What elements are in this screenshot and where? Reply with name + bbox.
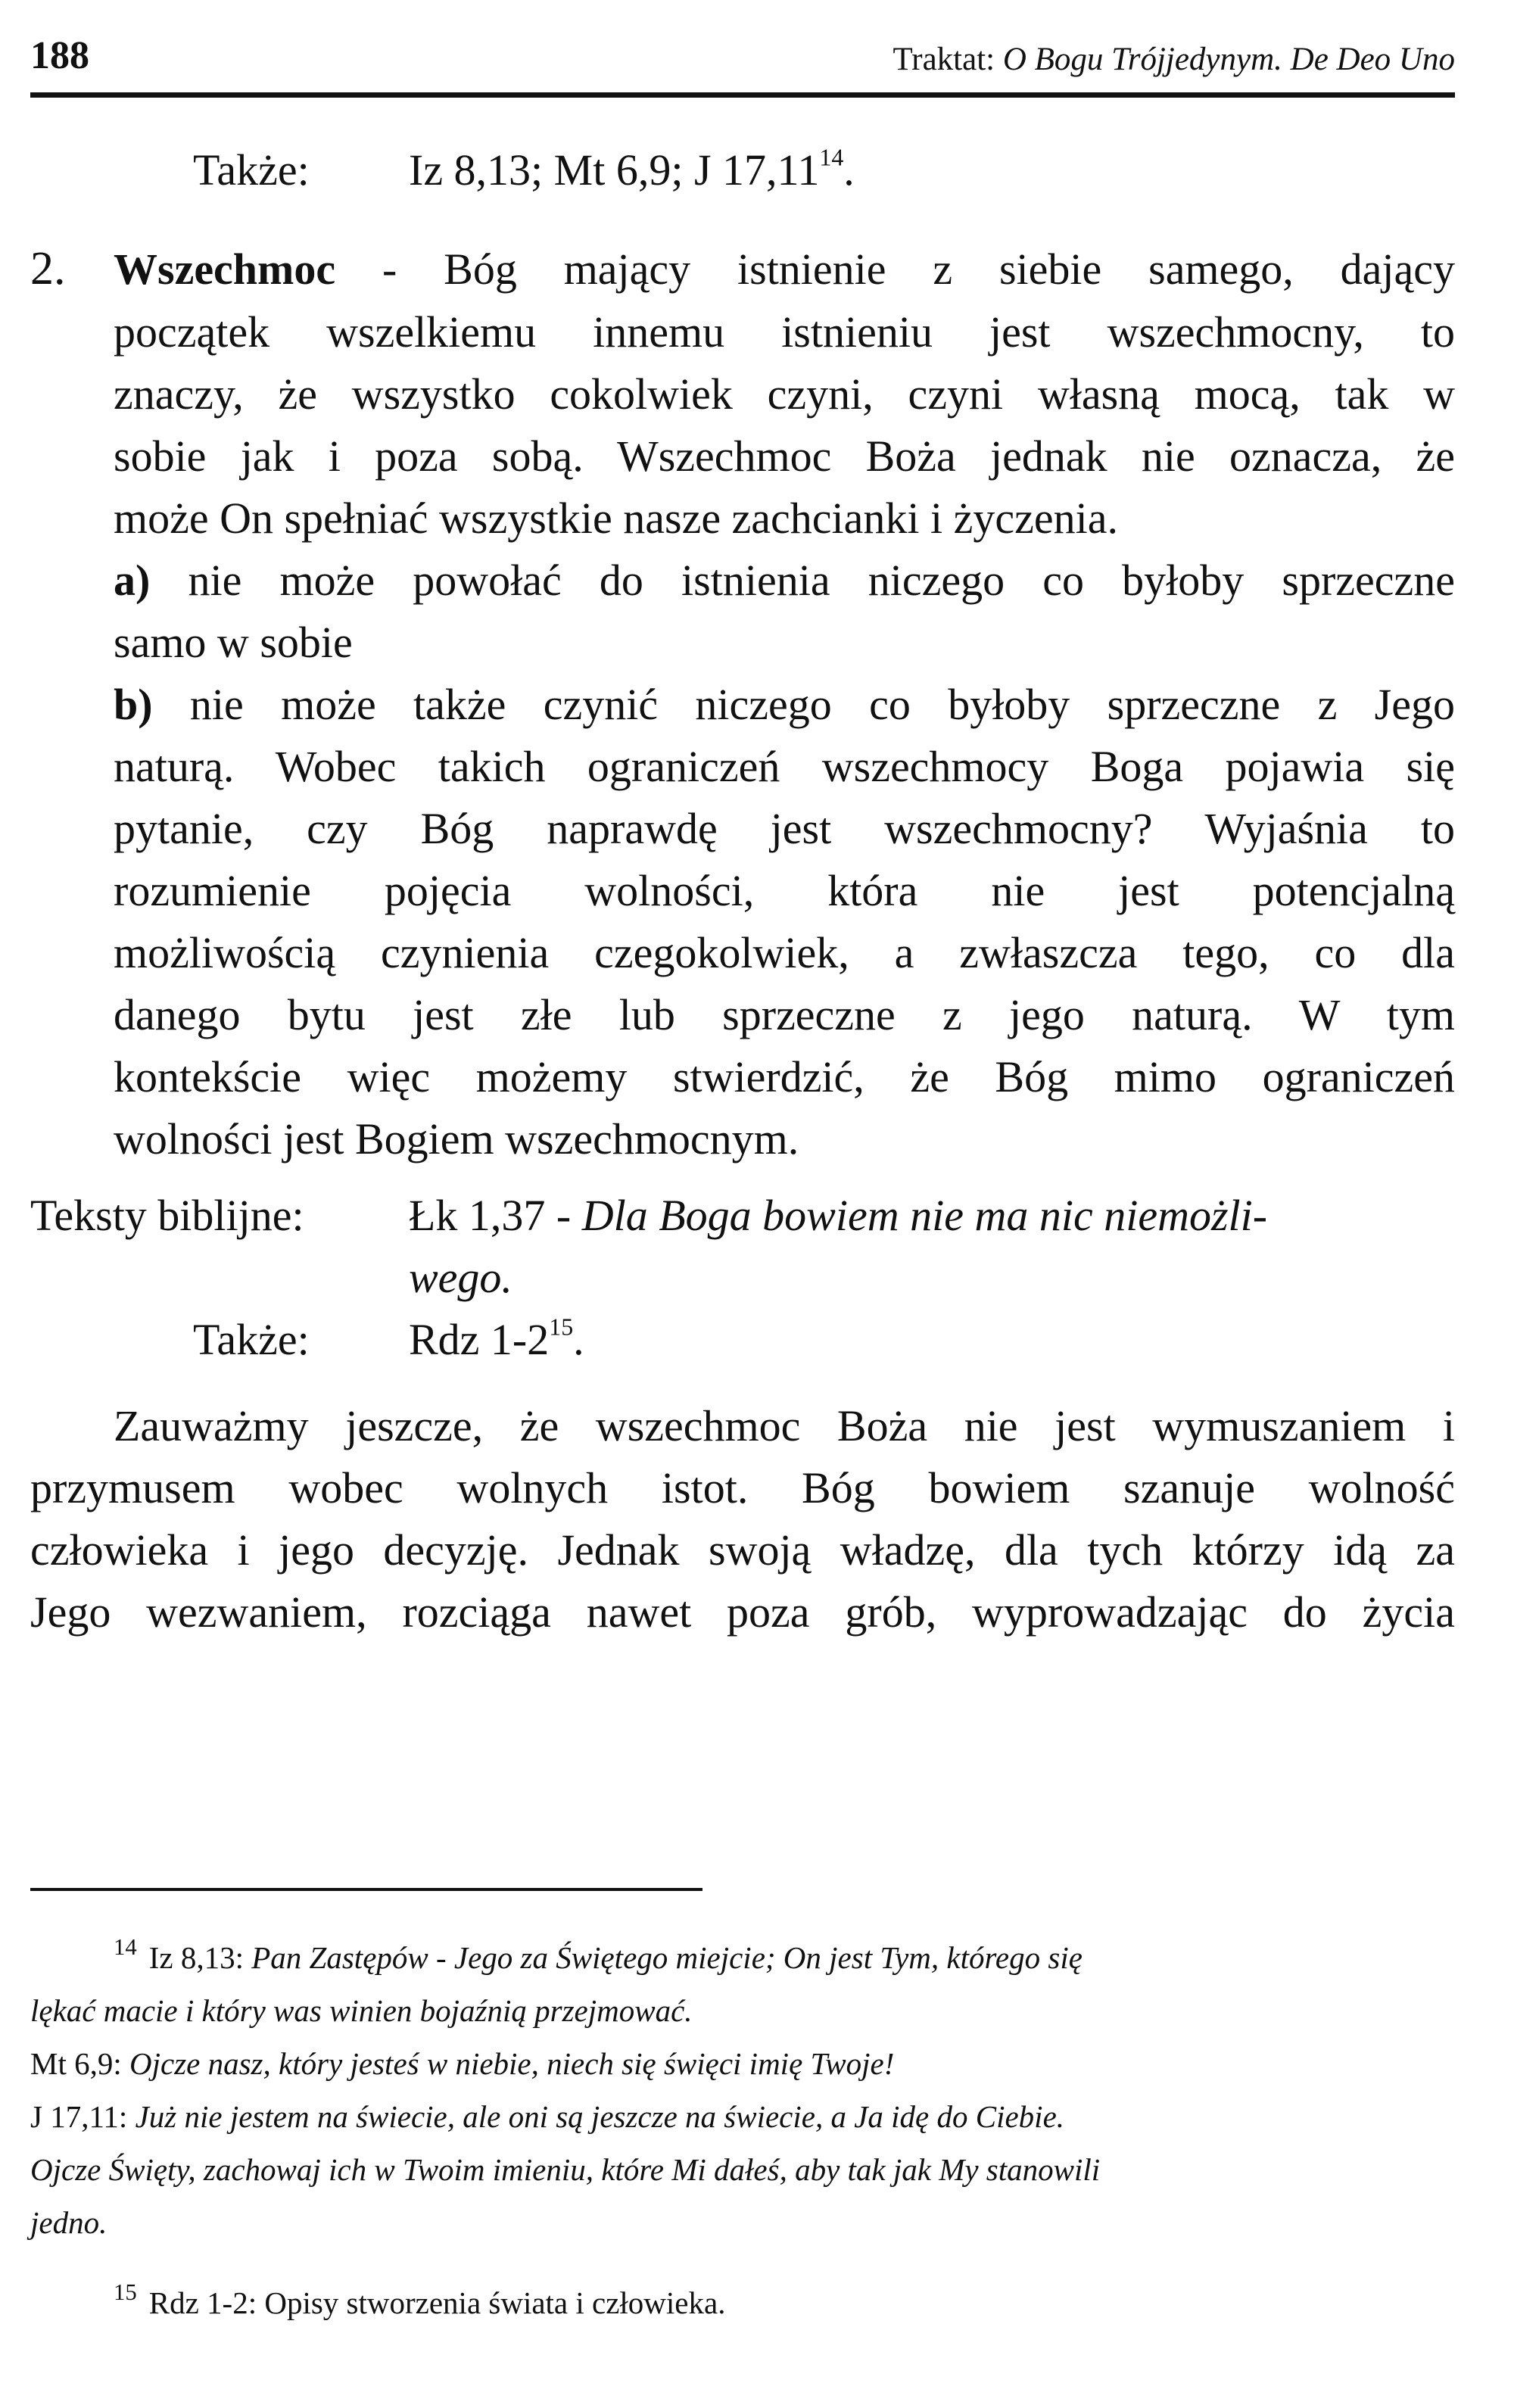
section-line-4: sobie jak i poza sobą. Wszechmoc Boża jednak nie oznacza, że xyxy=(114,431,1455,481)
point-b-line-6: danego bytu jest złe lub sprzeczne z jego naturą. W tym xyxy=(114,990,1455,1039)
footnote-j-ref: J 17,11: xyxy=(30,2099,136,2134)
footnote-mark-15: 15 xyxy=(549,1313,574,1341)
footnote-15-text: Rdz 1-2: Opisy stworzenia świata i człowieka. xyxy=(148,2285,726,2320)
header-rule xyxy=(30,92,1455,98)
footnote-rule xyxy=(30,1888,702,1891)
section-line-5: może On spełniać wszystkie nasze zachcianki i życzenia. xyxy=(114,494,1118,543)
closing-line-2: przymusem wobec wolnych istot. Bóg bowiem szanuje wolność xyxy=(30,1463,1455,1512)
running-title-prefix: Traktat: xyxy=(893,42,1003,77)
point-b-line-3: pytanie, czy Bóg naprawdę jest wszechmocny? Wyjaśnia to xyxy=(114,804,1455,853)
section-term: Wszechmoc xyxy=(114,245,336,294)
closing-line-4: Jego wezwaniem, rozciąga nawet poza grób, wyprowadzając do życia xyxy=(30,1587,1455,1637)
section-line-2: początek wszelkiemu innemu istnieniu jest wszechmocny, to xyxy=(114,307,1455,357)
footnote-j-line-3: jedno. xyxy=(30,2205,107,2240)
refs-top-text: Iz 8,13; Mt 6,9; J 17,11 xyxy=(409,145,820,195)
biblical-quote-1: Dla Boga bowiem nie ma nic niemożli- xyxy=(581,1191,1268,1240)
point-b-line-1 xyxy=(114,680,1455,729)
point-a-line-1 xyxy=(114,556,1455,605)
point-b-line-8: wolności jest Bogiem wszechmocnym. xyxy=(114,1114,799,1164)
biblical-ref: Łk 1,37 - xyxy=(409,1191,582,1240)
biblical-ref-line-1 xyxy=(409,1191,1268,1240)
point-a-text: nie może powołać do istnienia niczego co byłoby sprzeczne xyxy=(188,556,1455,605)
point-b-marker: b) xyxy=(114,680,153,729)
running-title xyxy=(893,43,1455,76)
point-b-line-5: możliwością czynienia czegokolwiek, a zwłaszcza tego, co dla xyxy=(114,928,1455,977)
footnote-mark-14: 14 xyxy=(819,144,844,171)
footnote-mt-text: Ojcze nasz, który jesteś w niebie, niech się święci imię Twoje! xyxy=(129,2046,895,2081)
footnote-mt-ref: Mt 6,9: xyxy=(30,2046,129,2081)
footnote-15-mark: 15 xyxy=(114,2279,137,2305)
footnote-14-line-2: lękać macie i który was winien bojaźnią przejmować. xyxy=(30,1993,693,2028)
footnote-j-line-2: Ojcze Święty, zachowaj ich w Twoim imieniu, które Mi dałeś, aby tak jak My stanowili xyxy=(30,2152,1101,2187)
refs-top-label: Także: xyxy=(193,145,310,195)
section-number: 2. xyxy=(30,243,66,294)
biblical-also-text: Rdz 1-2 xyxy=(409,1315,550,1364)
refs-top-end: . xyxy=(843,145,855,195)
closing-line-1: Zauważmy jeszcze, że wszechmoc Boża nie jest wymuszaniem i xyxy=(114,1401,1455,1450)
footnote-15 xyxy=(114,2279,726,2320)
footnote-14-ref: Iz 8,13: xyxy=(148,1940,252,1975)
refs-top xyxy=(409,144,855,195)
section-line-3: znaczy, że wszystko cokolwiek czyni, czyni własną mocą, tak w xyxy=(114,369,1455,419)
page-number: 188 xyxy=(30,34,89,77)
biblical-also-label: Także: xyxy=(193,1315,310,1364)
biblical-also-end: . xyxy=(573,1315,584,1364)
footnote-j-text-1: Już nie jestem na świecie, ale oni są jeszcze na świecie, a Ja idę do Ciebie. xyxy=(135,2099,1065,2134)
biblical-quote-2: wego. xyxy=(409,1253,512,1302)
biblical-texts-label: Teksty biblijne: xyxy=(30,1191,304,1240)
footnote-14-mt xyxy=(30,2048,894,2079)
point-b-text: nie może także czynić niczego co byłoby sprzeczne z Jego xyxy=(189,680,1455,729)
point-b-line-7: kontekście więc możemy stwierdzić, że Bóg mimo ograniczeń xyxy=(114,1052,1455,1101)
running-title-italic: O Bogu Trójjedynym. De Deo Uno xyxy=(1002,42,1455,77)
biblical-also-ref xyxy=(409,1313,584,1364)
point-a-marker: a) xyxy=(114,556,151,605)
point-b-line-4: rozumienie pojęcia wolności, która nie jest potencjalną xyxy=(114,866,1455,915)
point-a-line-2: samo w sobie xyxy=(114,618,353,667)
section-line-1 xyxy=(114,245,1455,294)
footnote-14-mark: 14 xyxy=(114,1933,137,1960)
footnote-14-text-1: Pan Zastępów - Jego za Świętego miejcie; On jest Tym, którego się xyxy=(251,1940,1083,1975)
point-b-line-2: naturą. Wobec takich ograniczeń wszechmocy Boga pojawia się xyxy=(114,742,1455,791)
footnote-14-line-1 xyxy=(114,1933,1083,1975)
closing-line-3: człowieka i jego decyzję. Jednak swoją władzę, dla tych którzy idą za xyxy=(30,1525,1455,1575)
footnote-14-j xyxy=(30,2101,1064,2132)
section-text-1: - Bóg mający istnienie z siebie samego, dający xyxy=(382,245,1455,294)
running-header xyxy=(30,30,1455,76)
